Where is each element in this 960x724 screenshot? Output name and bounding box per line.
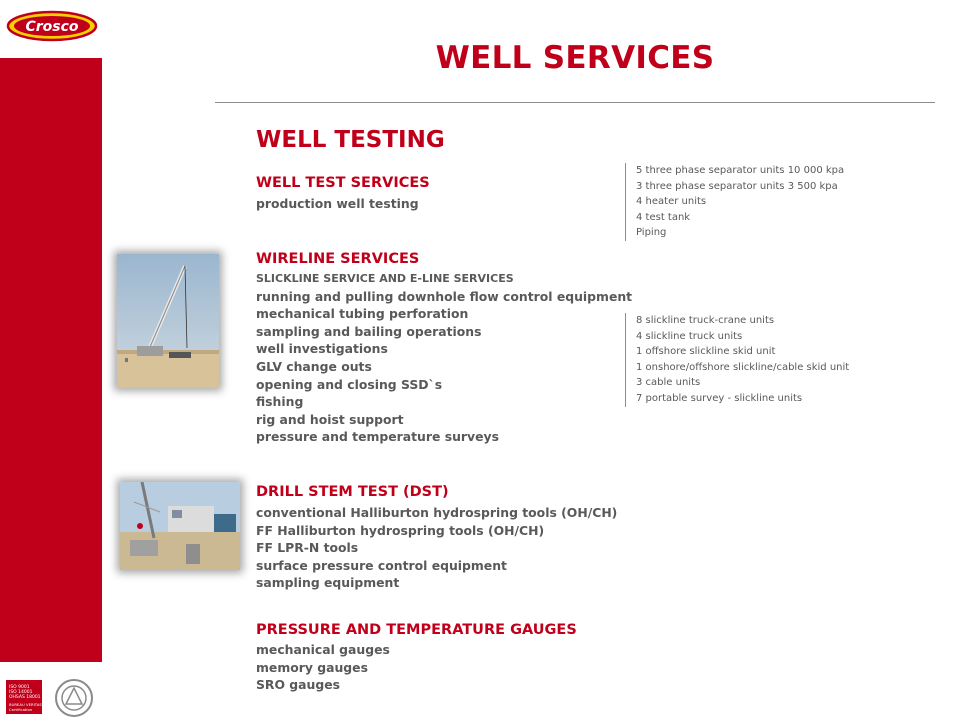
svg-text:Crosco: Crosco xyxy=(25,19,79,35)
gauges-heading: PRESSURE AND TEMPERATURE GAUGES xyxy=(256,622,577,638)
crane-truck-photo xyxy=(117,254,219,388)
svg-text:ISO 14001: ISO 14001 xyxy=(9,690,33,695)
well-test-items xyxy=(256,195,419,213)
list-item: rig and hoist support xyxy=(256,411,404,427)
list-item: FF LPR-N tools xyxy=(256,540,359,556)
well-test-equipment xyxy=(625,163,844,241)
list-item: 1 onshore/offshore slickline/cable skid unit xyxy=(636,361,850,373)
list-item: 4 heater units xyxy=(636,196,707,208)
list-item: mechanical gauges xyxy=(256,642,390,657)
list-item: conventional Halliburton hydrospring tools (OH/CH) xyxy=(256,505,618,520)
list-item: surface pressure control equipment xyxy=(256,557,507,573)
dst-items xyxy=(256,504,617,592)
list-item: 8 slickline truck-crane units xyxy=(636,315,775,326)
list-item: SLICKLINE SERVICE AND E-LINE SERVICES xyxy=(256,272,514,285)
list-item: 5 three phase separator units 10 000 kpa xyxy=(636,165,845,176)
title-divider xyxy=(215,102,935,103)
section-title: WELL TESTING xyxy=(256,127,445,153)
list-item: GLV change outs xyxy=(256,358,372,374)
svg-text:BUREAU VERITAS: BUREAU VERITAS xyxy=(9,702,42,707)
list-item: 3 three phase separator units 3 500 kpa xyxy=(636,180,838,192)
drill-stem-test-photo xyxy=(120,482,240,570)
list-item: Piping xyxy=(636,227,667,239)
list-item: opening and closing SSD`s xyxy=(256,376,443,392)
list-item: pressure and temperature surveys xyxy=(256,429,499,445)
list-item: fishing xyxy=(256,394,304,410)
list-item: running and pulling downhole flow control equipment xyxy=(256,288,633,304)
left-accent-bar xyxy=(0,58,102,662)
list-item: mechanical tubing perforation xyxy=(256,306,469,322)
dst-heading: DRILL STEM TEST (DST) xyxy=(256,484,449,500)
wireline-equipment xyxy=(625,313,849,407)
list-item: well investigations xyxy=(256,341,388,357)
list-item: 1 offshore slickline skid unit xyxy=(636,346,776,358)
well-test-heading: WELL TEST SERVICES xyxy=(256,175,430,191)
list-item: memory gauges xyxy=(256,659,368,675)
wireline-items xyxy=(256,270,632,446)
svg-text:OHSAS 18001: OHSAS 18001 xyxy=(9,695,41,700)
list-item: 7 portable survey - slickline units xyxy=(636,392,803,404)
list-item: production well testing xyxy=(256,196,419,211)
svg-text:Certification: Certification xyxy=(9,707,33,712)
company-logo xyxy=(6,10,98,42)
wireline-heading: WIRELINE SERVICES xyxy=(256,251,420,267)
page-title: WELL SERVICES xyxy=(435,40,715,76)
list-item: 4 test tank xyxy=(636,211,691,223)
list-item: sampling and bailing operations xyxy=(256,323,482,339)
list-item: sampling equipment xyxy=(256,575,400,591)
list-item: 4 slickline truck units xyxy=(636,330,743,342)
list-item: FF Halliburton hydrospring tools (OH/CH) xyxy=(256,522,545,538)
certification-badges xyxy=(6,676,96,720)
svg-text:ISO 9001: ISO 9001 xyxy=(9,685,30,690)
list-item: 3 cable units xyxy=(636,377,701,389)
list-item: SRO gauges xyxy=(256,677,341,693)
gauges-items xyxy=(256,641,390,694)
